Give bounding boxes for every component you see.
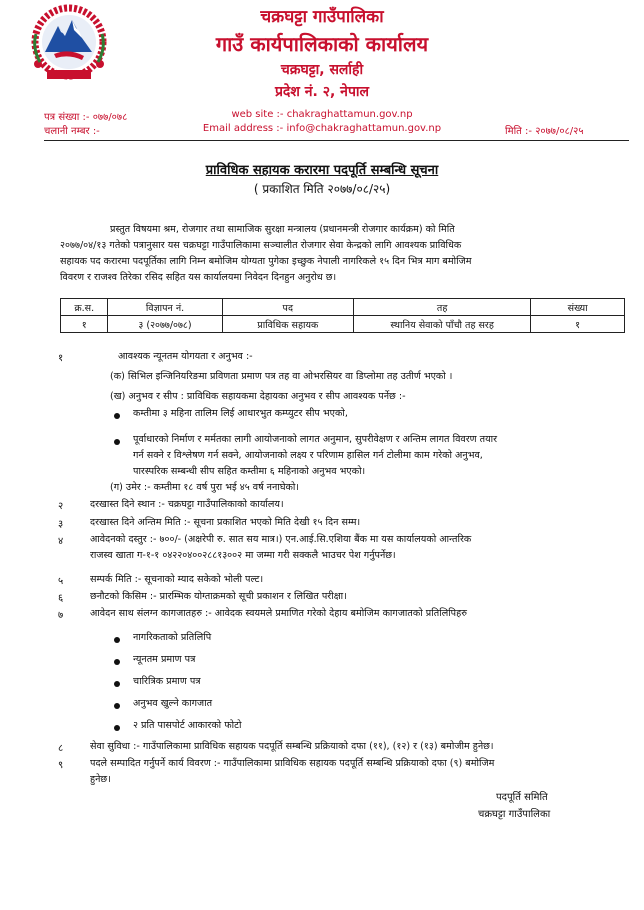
bullet-icon xyxy=(114,413,120,419)
item-number-1: १ xyxy=(58,353,64,364)
bullet-icon xyxy=(114,439,120,445)
signature-municipality: चक्रघट्टा गाउँपालिका xyxy=(478,809,551,820)
col-ad-number: विज्ञापन नं. xyxy=(108,299,222,316)
item-number-6: ६ xyxy=(58,593,64,604)
document-item-5: २ प्रति पासपोर्ट आकारको फोटो xyxy=(133,720,242,731)
intro-line-1: प्रस्तुत विषयमा श्रम, रोजगार तथा सामाजिक सुरक्षा मन्त्रालय (प्रधानमन्त्री रोजगार कार्यक्रम) को मिति xyxy=(110,224,455,235)
col-position: पद xyxy=(222,299,354,316)
notice-title: प्राविधिक सहायक करारमा पदपूर्ति सम्बन्धि सूचना xyxy=(205,163,439,178)
item-1a-text: (क) सिभिल इन्जिनियरिङमा प्रविणता प्रमाण पत्र तह वा ओभरसियर वा डिप्लोमा तह उतीर्ण भएको । xyxy=(110,371,453,382)
item-number-9: ९ xyxy=(58,760,64,771)
item-number-7: ७ xyxy=(58,610,64,621)
bullet-icon xyxy=(114,681,120,687)
item-1g-text: (ग) उमेर :- कम्तीमा १८ वर्ष पुरा भई ४५ वर्ष ननाघेको। xyxy=(110,482,299,493)
item-8-text: सेवा सुविधा :- गाउँपालिकामा प्राविधिक सहायक पदपूर्ति सम्बन्धि प्रक्रियाको दफा (११), (१२) र (१३) बमोजीम हुनेछ। xyxy=(90,741,494,752)
dispatch-number: चलानी नम्बर :- xyxy=(44,126,100,137)
item-number-2: २ xyxy=(58,501,64,512)
document-item-2: न्यूनतम प्रमाण पत्र xyxy=(133,654,196,665)
published-date: ( प्रकाशित मिति २०७७/०८/२५) xyxy=(253,182,391,196)
skill-item-2-line-3: पारस्परिक सम्बन्धी सीप सहित कम्तीमा ६ महिनाको अनुभव भएको। xyxy=(133,466,366,477)
bullet-icon xyxy=(114,637,120,643)
item-number-5: ५ xyxy=(58,576,64,587)
vacancy-table xyxy=(60,298,625,333)
item-6-text: छनौटको किसिम :- प्रारम्भिक योग्ताक्रमको सूची प्रकाशन र लिखित परीक्षा। xyxy=(90,591,347,602)
signature-committee: पदपूर्ति समिति xyxy=(496,792,548,803)
header-divider xyxy=(44,140,629,141)
item-9-line-1: पदले सम्पादित गर्नुपर्ने कार्य विवरण :- गाउँपालिकामा प्राविधिक सहायक पदपूर्ति सम्बन्धि प्रक्रियाको दफा (९) बमोजिम xyxy=(90,758,495,769)
table-row xyxy=(61,316,625,333)
municipality-name: चक्रघट्टा गाउँपालिका xyxy=(260,7,384,27)
col-level: तह xyxy=(354,299,531,316)
intro-line-3: सहायक पद करारमा पदपूर्तिका लागि निम्न बमोजिम योग्यता पुगेका इच्छुक नेपाली नागरिकले १५ दिन भित्र माग बमोजिम xyxy=(60,256,472,267)
skill-item-1: कम्तीमा ३ महिना तालिम लिई आधारभुत कम्प्युटर सीप भएको, xyxy=(133,408,348,419)
col-count: संख्या xyxy=(531,299,625,316)
item-1-text: आवश्यक न्यूनतम योगयता र अनुभव :- xyxy=(118,351,253,362)
intro-line-2: २०७७/०४/१३ गतेको पत्रानुसार यस चक्रघट्टा गाउँपालिकामा सञ्चालीत रोजगार सेवा केन्द्रको लागि आवश्यक प्राविधिक xyxy=(60,240,462,251)
cell-level: स्थानिय सेवाको पाँचौ तह सरह xyxy=(354,316,531,333)
letter-number: पत्र संख्या :- ०७७/०७८ xyxy=(44,112,128,123)
office-location: चक्रघट्टा, सर्लाही xyxy=(280,62,364,78)
col-serial: क्र.स. xyxy=(61,299,108,316)
office-name: गाउँ कार्यपालिकाको कार्यालय xyxy=(215,32,429,56)
cell-count: १ xyxy=(531,316,625,333)
item-7-text: आवेदन साथ संलग्न कागजातहरु :- आवेदक स्वयमले प्रमाणित गरेको देहाय बमोजिम कागजातको प्रतिलिपिहरु xyxy=(90,608,467,619)
province-name: प्रदेश नं. २, नेपाल xyxy=(274,84,370,100)
document-item-1: नागरिकताको प्रतिलिपि xyxy=(133,632,212,643)
table-header-row xyxy=(61,299,625,316)
document-item-4: अनुभव खुल्ने कागजात xyxy=(133,698,213,709)
bullet-icon xyxy=(114,659,120,665)
item-number-3: ३ xyxy=(58,519,64,530)
item-2-text: दरखास्त दिने स्थान :- चक्रघट्टा गाउँपालिकाको कार्यालय। xyxy=(90,499,284,510)
email-address: Email address :- info@chakraghattamun.gov.np xyxy=(202,123,442,134)
item-9-line-2: हुनेछ। xyxy=(90,774,111,785)
bullet-icon xyxy=(114,725,120,731)
date: मिति :- २०७७/०८/२५ xyxy=(505,126,584,137)
skill-item-2-line-2: गर्न सक्ने र विश्लेषण गर्न सक्ने, आयोजनाको लक्ष्य र परिणाम हासिल गर्न टोलीमा काम गरेको अनुभव, xyxy=(133,450,483,461)
cell-serial: १ xyxy=(61,316,108,333)
intro-line-4: विवरण र राजश्व तिरेका रसिद सहित यस कार्यालयमा निवेदन दिनहुन अनुरोध छ। xyxy=(60,272,337,283)
website: web site :- chakraghattamun.gov.np xyxy=(231,109,413,120)
item-number-4: ४ xyxy=(58,536,64,547)
skill-item-2-line-1: पूर्वाधारको निर्माण र मर्मतका लागी आयोजनाको लागत अनुमान, सुपरीवेक्षण र अन्तिम लागत विवरण तयार xyxy=(133,434,498,445)
item-1b-text: (ख) अनुभव र सीप : प्राविधिक सहायकमा देहायका अनुभव र सीप आवश्यक पर्नेछ :- xyxy=(110,391,406,402)
item-5-text: सम्पर्क मिति :- सूचनाको म्याद सकेको भोली पल्ट। xyxy=(90,574,264,585)
item-4-line-1: आवेदनको दस्तुर :- ७००/- (अक्षरेपी रु. सात सय मात्र।) एन.आई.सि.एशिया बैंक मा यस कार्यालयको आन्तरिक xyxy=(90,534,472,545)
item-4-line-2: राजस्व खाता ग-१-१ ०४२२०४००२८८१३००२ मा जम्मा गरी सक्कलै भाउचर पेश गर्नुपर्नेछ। xyxy=(90,550,396,561)
item-3-text: दरखास्त दिने अन्तिम मिति :- सूचना प्रकाशित भएको मिति देखी १५ दिन सम्म। xyxy=(90,517,361,528)
bullet-icon xyxy=(114,703,120,709)
cell-ad-number: ३ (२०७७/०७८) xyxy=(108,316,222,333)
cell-position: प्राविधिक सहायक xyxy=(222,316,354,333)
item-number-8: ८ xyxy=(58,743,64,754)
document-item-3: चारित्रिक प्रमाण पत्र xyxy=(133,676,201,687)
